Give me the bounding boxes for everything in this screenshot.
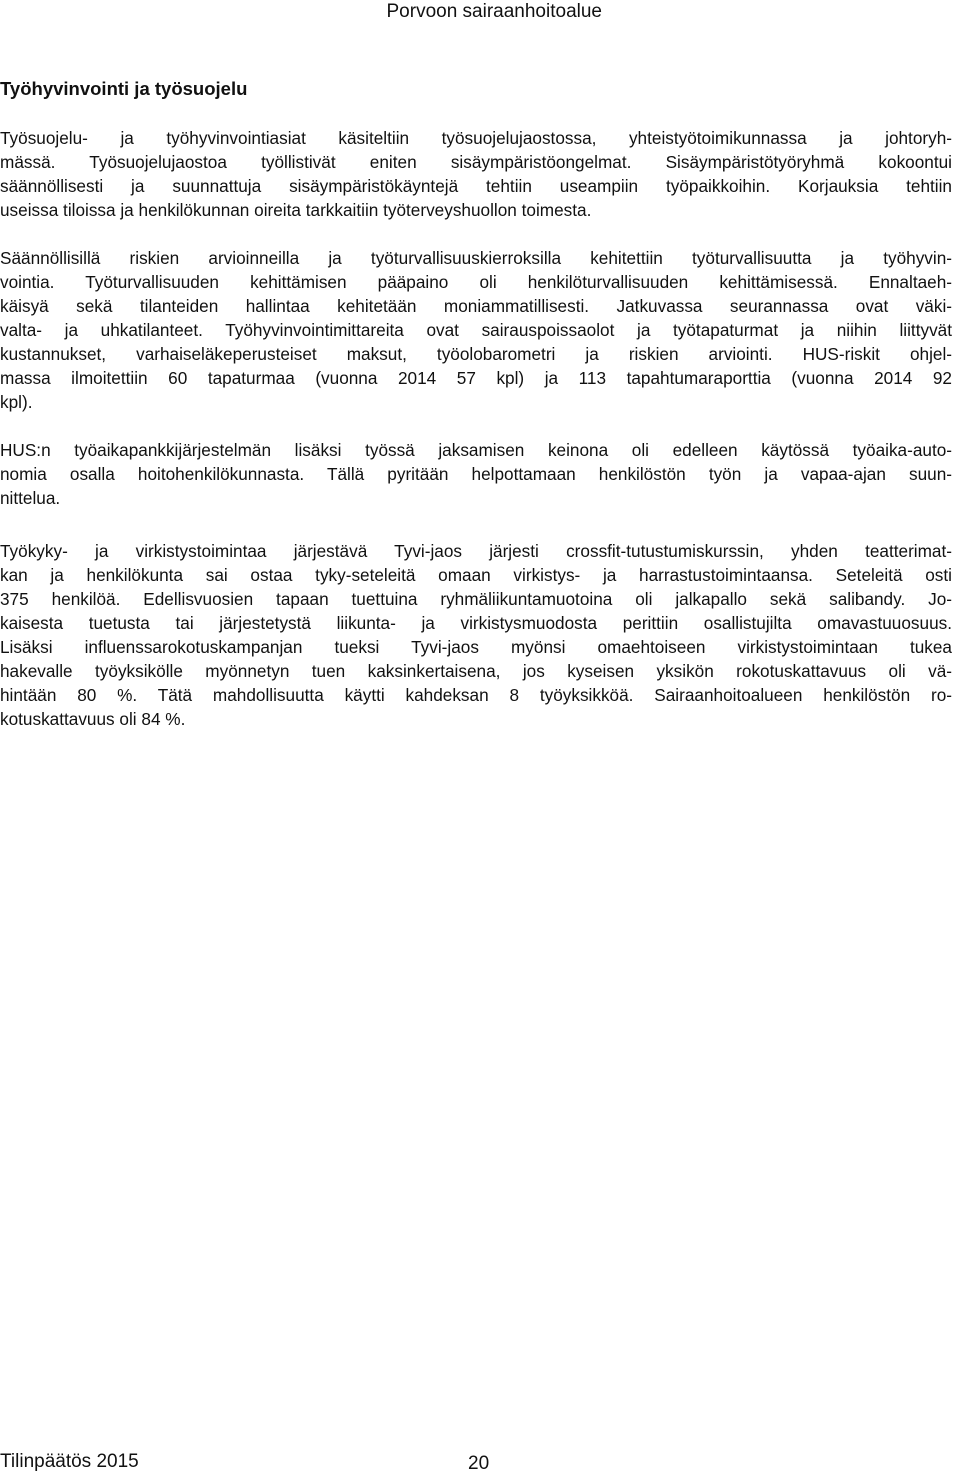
paragraph-line: nittelua. [0, 488, 61, 508]
paragraph-line: HUS:n työaikapankkijärjestelmän lisäksi työssä jaksamisen keinona oli edelleen käytössä työaika-auto- [0, 440, 952, 460]
paragraph-line: massa ilmoitettiin 60 tapaturmaa (vuonna 2014 57 kpl) ja 113 tapahtumaraporttia (vuonna 2014 92 [0, 368, 952, 388]
paragraph-2 [0, 246, 952, 414]
paragraph-line: säännöllisesti ja suunnattuja sisäympäristökäyntejä tehtiin useampiin työpaikkoihin. Korjauksia tehtiin [0, 176, 952, 196]
paragraph-line: valta- ja uhkatilanteet. Työhyvinvointimittareita ovat sairauspoissaolot ja työtapaturmat ja niihin liittyvät [0, 320, 952, 340]
paragraph-line: Säännöllisillä riskien arvioinneilla ja työturvallisuuskierroksilla kehitettiin työturvallisuutta ja työhyvin- [0, 248, 952, 268]
paragraph-line: kotuskattavuus oli 84 %. [0, 709, 186, 729]
paragraph-line: vointia. Työturvallisuuden kehittämisen pääpaino oli henkilöturvallisuuden kehittämisessä. Ennaltaeh- [0, 272, 952, 292]
paragraph-line: nomia osalla hoitohenkilökunnasta. Tällä pyritään helpottamaan henkilöstön työn ja vapaa-ajan suun- [0, 464, 952, 484]
footer-document-title: Tilinpäätös 2015 [0, 1451, 139, 1472]
paragraph-line: mässä. Työsuojelujaostoa työllistivät eniten sisäympäristöongelmat. Sisäympäristötyöryhmä kokoontui [0, 152, 952, 172]
paragraph-line: hintään 80 %. Tätä mahdollisuutta käytti kahdeksan 8 työyksikköä. Sairaanhoitoalueen henkilöstön ro- [0, 685, 952, 705]
page-number: 20 [468, 1453, 490, 1474]
paragraph-line: 375 henkilöä. Edellisvuosien tapaan tuettuina ryhmäliikuntamuotoina oli jalkapallo sekä salibandy. Jo- [0, 589, 952, 609]
running-header: Porvoon sairaanhoitoalue [386, 1, 602, 22]
paragraph-line: kustannukset, varhaiseläkeperusteiset maksut, työolobarometri ja riskien arviointi. HUS-riskit ohjel- [0, 344, 952, 364]
section-title: Työhyvinvointi ja työsuojelu [0, 78, 248, 99]
paragraph-3 [0, 438, 952, 510]
paragraph-line: Lisäksi influenssarokotuskampanjan tueksi Tyvi-jaos myönsi omaehtoiseen virkistystoimintaan tukea [0, 637, 952, 657]
paragraph-4 [0, 539, 952, 731]
paragraph-line: Työsuojelu- ja työhyvinvointiasiat käsiteltiin työsuojelujaostossa, yhteistyötoimikunnassa ja johtoryh- [0, 128, 952, 148]
paragraph-line: kaisesta tuetusta tai järjestetystä liikunta- ja virkistysmuodosta perittiin osallistujilta omavastuuosuus. [0, 613, 952, 633]
paragraph-line: hakevalle työyksikölle myönnetyn tuen kaksinkertaisena, jos kyseisen yksikön rokotuskattavuus oli vä- [0, 661, 952, 681]
paragraph-line: Työkyky- ja virkistystoimintaa järjestävä Tyvi-jaos järjesti crossfit-tutustumiskurssin, yhden teatterimat- [0, 541, 952, 561]
paragraph-1 [0, 126, 952, 222]
paragraph-line: kan ja henkilökunta sai ostaa tyky-seteleitä omaan virkistys- ja harrastustoimintaansa. Seteleitä osti [0, 565, 952, 585]
paragraph-line: useissa tiloissa ja henkilökunnan oireita tarkkaitiin työterveyshuollon toimesta. [0, 200, 592, 220]
paragraph-line: käisyä sekä tilanteiden hallintaa kehitetään moniammatillisesti. Jatkuvassa seurannassa ovat väki- [0, 296, 952, 316]
paragraph-line: kpl). [0, 392, 33, 412]
